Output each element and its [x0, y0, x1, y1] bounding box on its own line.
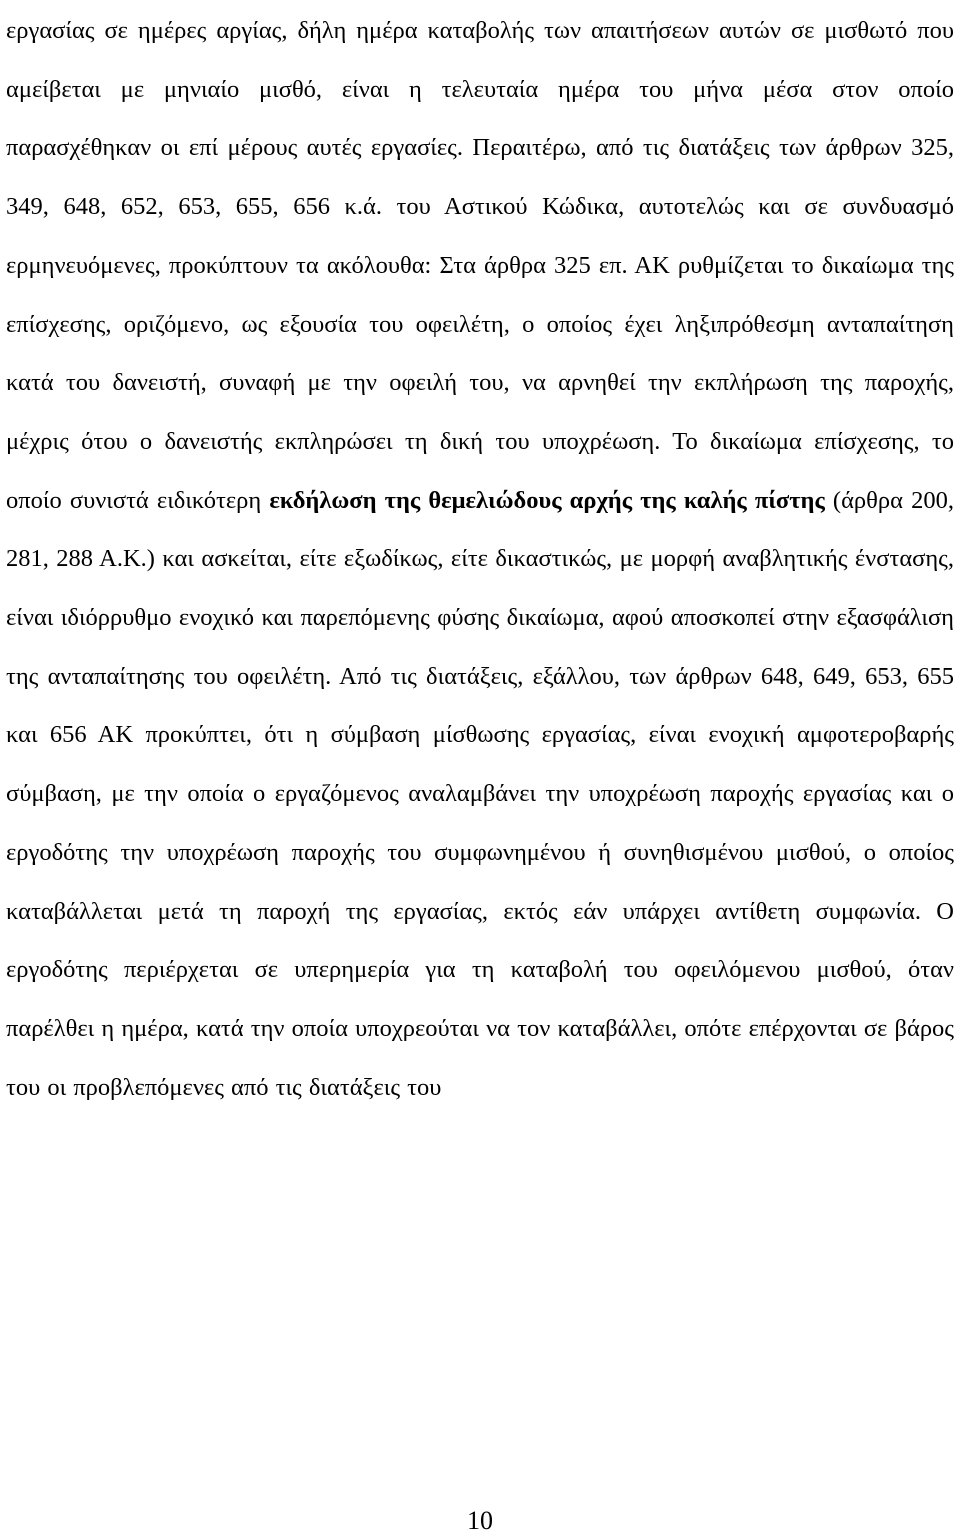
- paragraph-text-after-bold: (άρθρα 200, 281, 288 Α.Κ.) και ασκείται, είτε εξωδίκως, είτε δικαστικώς, με μορφή αναβλητικής ένστασης, είναι ιδιόρρυθμο ενοχικό και παρεπόμενης φύσης δικαίωμα, αφού αποσκοπεί στην εξασφάλιση της ανταπαίτησης του οφειλέτη. Από τις διατάξεις, εξάλλου, των άρθρων 648, 649, 653, 655 και 656 ΑΚ προκύπτει, ότι η σύμβαση μίσθωσης εργασίας, είναι ενοχική αμφοτεροβαρής σύμβαση, με την οποία ο εργαζόμενος αναλαμβάνει την υποχρέωση παροχής εργασίας και ο εργοδότης την υποχρέωση παροχής του συμφωνημένου ή συνηθισμένου μισθού, ο οποίος καταβάλλεται μετά τη παροχή της εργασίας, εκτός εάν υπάρχει αντίθετη συμφωνία. Ο εργοδότης περιέρχεται σε υπερημερία για τη καταβολή του οφειλόμενου μισθού, όταν παρέλθει η ημέρα, κατά την οποία υποχρεούται να τον καταβάλλει, οπότε επέρχονται σε βάρος του οι προβλεπόμενες από τις διατάξεις του: [6, 486, 954, 1101]
- page-number: 10: [467, 1506, 493, 1535]
- bold-phrase: εκδήλωση της θεμελιώδους αρχής της καλής πίστης: [269, 486, 825, 514]
- body-paragraph: [6, 2, 954, 1117]
- paragraph-text-before-bold: εργασίας σε ημέρες αργίας, δήλη ημέρα καταβολής των απαιτήσεων αυτών σε μισθωτό που αμείβεται με μηνιαίο μισθό, είναι η τελευταία ημέρα του μήνα μέσα στον οποίο παρασχέθηκαν οι επί μέρους αυτές εργασίες. Περαιτέρω, από τις διατάξεις των άρθρων 325, 349, 648, 652, 653, 655, 656 κ.ά. του Αστικού Κώδικα, αυτοτελώς και σε συνδυασμό ερμηνευόμενες, προκύπτουν τα ακόλουθα: Στα άρθρα 325 επ. ΑΚ ρυθμίζεται το δικαίωμα της επίσχεσης, οριζόμενο, ως εξουσία του οφειλέτη, ο οποίος έχει ληξιπρόθεσμη ανταπαίτηση κατά του δανειστή, συναφή με την οφειλή του, να αρνηθεί την εκπλήρωση της παροχής, μέχρις ότου ο δανειστής εκπληρώσει τη δική του υποχρέωση. Το δικαίωμα επίσχεσης, το οποίο συνιστά ειδικότερη: [6, 17, 954, 514]
